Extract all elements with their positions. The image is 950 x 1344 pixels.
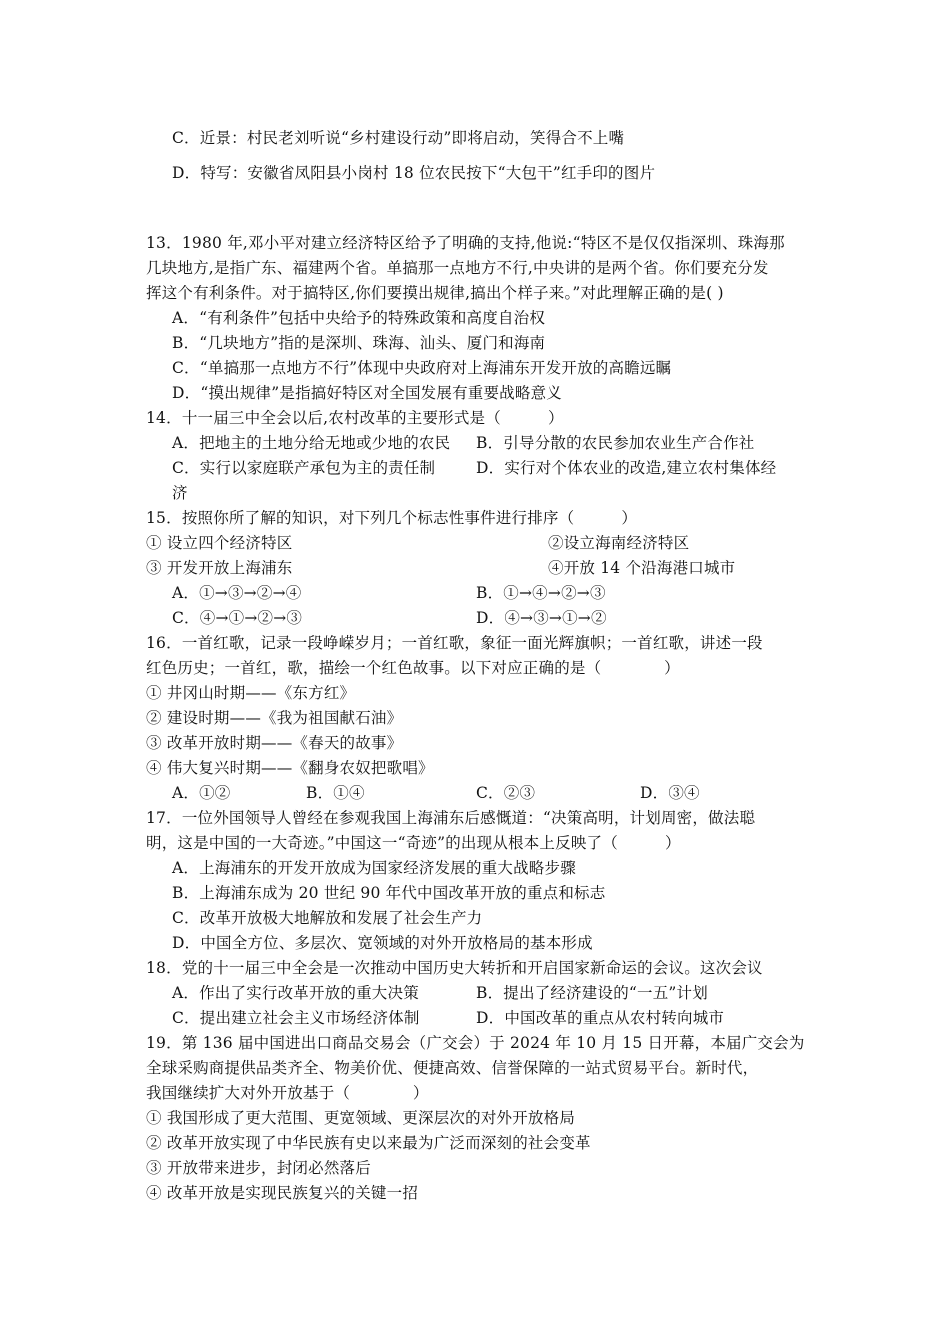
- q13-option-b: B．“几块地方”指的是深圳、珠海、汕头、厦门和海南: [172, 334, 546, 352]
- q16-option-b: B．①④: [306, 784, 365, 802]
- q16-stem-line1: 16．一首红歌，记录一段峥嵘岁月；一首红歌，象征一面光辉旗帜；一首红歌，讲述一段: [146, 634, 763, 652]
- q13-option-c: C．“单搞那一点地方不行”体现中央政府对上海浦东开发开放的高瞻远瞩: [172, 359, 672, 377]
- q19-item-2: ② 改革开放实现了中华民族有史以来最为广泛而深刻的社会变革: [146, 1134, 591, 1152]
- q13-option-d: D．“摸出规律”是指搞好特区对全国发展有重要战略意义: [172, 384, 562, 402]
- q19-item-4: ④ 改革开放是实现民族复兴的关键一招: [146, 1184, 419, 1202]
- q14-option-c: C．实行以家庭联产承包为主的责任制: [172, 459, 436, 477]
- q18-stem: 18．党的十一届三中全会是一次推动中国历史大转折和开启国家新命运的会议。这次会议: [146, 959, 763, 977]
- q14-stem: 14．十一届三中全会以后,农村改革的主要形式是（ ）: [146, 409, 564, 427]
- q17-stem-line1: 17．一位外国领导人曾经在参观我国上海浦东后感慨道：“决策高明，计划周密，做法聪: [146, 809, 756, 827]
- q14-option-d: D．实行对个体农业的改造,建立农村集体经: [476, 459, 777, 477]
- q19-stem-line3: 我国继续扩大对外开放基于（ ）: [146, 1084, 429, 1102]
- q17-stem-line2: 明，这是中国的一大奇迹。”中国这一“奇迹”的出现从根本上反映了（ ）: [146, 834, 681, 852]
- q19-item-3: ③ 开放带来进步，封闭必然落后: [146, 1159, 371, 1177]
- q17-option-d: D．中国全方位、多层次、宽领域的对外开放格局的基本形成: [172, 934, 593, 952]
- q15-item-3: ③ 开发开放上海浦东: [146, 559, 293, 577]
- q15-stem: 15．按照你所了解的知识，对下列几个标志性事件进行排序（ ）: [146, 509, 638, 527]
- q12-option-d: D．特写：安徽省凤阳县小岗村 18 位农民按下“大包干”红手印的图片: [172, 164, 656, 182]
- q15-option-d: D．④→③→①→②: [476, 609, 607, 627]
- q17-option-c: C．改革开放极大地解放和发展了社会生产力: [172, 909, 483, 927]
- q15-option-a: A．①→③→②→④: [172, 584, 302, 602]
- q19-item-1: ① 我国形成了更大范围、更宽领域、更深层次的对外开放格局: [146, 1109, 576, 1127]
- q18-option-b: B．提出了经济建设的“一五”计划: [476, 984, 708, 1002]
- q19-stem-line1: 19．第 136 届中国进出口商品交易会（广交会）于 2024 年 10 月 15 日开幕，本届广交会为: [146, 1034, 805, 1052]
- q16-item-1: ① 井冈山时期——《东方红》: [146, 684, 356, 702]
- q14-option-d-cont: 济: [172, 484, 188, 502]
- q13-stem-line3: 挥这个有利条件。对于搞特区,你们要摸出规律,搞出个样子来。”对此理解正确的是( ): [146, 284, 724, 302]
- q12-option-c: C．近景：村民老刘听说“乡村建设行动”即将启动，笑得合不上嘴: [172, 129, 625, 147]
- q15-item-2: ②设立海南经济特区: [548, 534, 690, 552]
- q15-item-4: ④开放 14 个沿海港口城市: [548, 559, 736, 577]
- q16-item-3: ③ 改革开放时期——《春天的故事》: [146, 734, 403, 752]
- q15-option-b: B．①→④→②→③: [476, 584, 606, 602]
- q13-stem-line1: 13．1980 年,邓小平对建立经济特区给予了明确的支持,他说:“特区不是仅仅指深圳、珠海那: [146, 234, 785, 252]
- q16-item-2: ② 建设时期——《我为祖国献石油》: [146, 709, 403, 727]
- q16-item-4: ④ 伟大复兴时期——《翻身农奴把歌唱》: [146, 759, 434, 777]
- q16-option-a: A．①②: [172, 784, 231, 802]
- q16-option-c: C．②③: [476, 784, 536, 802]
- q16-stem-line2: 红色历史；一首红，歌，描绘一个红色故事。以下对应正确的是（ ）: [146, 659, 680, 677]
- q15-item-1: ① 设立四个经济特区: [146, 534, 293, 552]
- q13-option-a: A．“有利条件”包括中央给予的特殊政策和高度自治权: [172, 309, 546, 327]
- q19-stem-line2: 全球采购商提供品类齐全、物美价优、便捷高效、信誉保障的一站式贸易平台。新时代，: [146, 1059, 759, 1077]
- q14-option-a: A．把地主的土地分给无地或少地的农民: [172, 434, 451, 452]
- q15-option-c: C．④→①→②→③: [172, 609, 303, 627]
- q17-option-b: B．上海浦东成为 20 世纪 90 年代中国改革开放的重点和标志: [172, 884, 606, 902]
- q14-option-b: B．引导分散的农民参加农业生产合作社: [476, 434, 755, 452]
- q13-stem-line2: 几块地方,是指广东、福建两个省。单搞那一点地方不行,中央讲的是两个省。你们要充分发: [146, 259, 769, 277]
- q18-option-c: C．提出建立社会主义市场经济体制: [172, 1009, 420, 1027]
- q17-option-a: A．上海浦东的开发开放成为国家经济发展的重大战略步骤: [172, 859, 576, 877]
- q16-option-d: D．③④: [640, 784, 700, 802]
- q18-option-d: D．中国改革的重点从农村转向城市: [476, 1009, 725, 1027]
- q18-option-a: A．作出了实行改革开放的重大决策: [172, 984, 419, 1002]
